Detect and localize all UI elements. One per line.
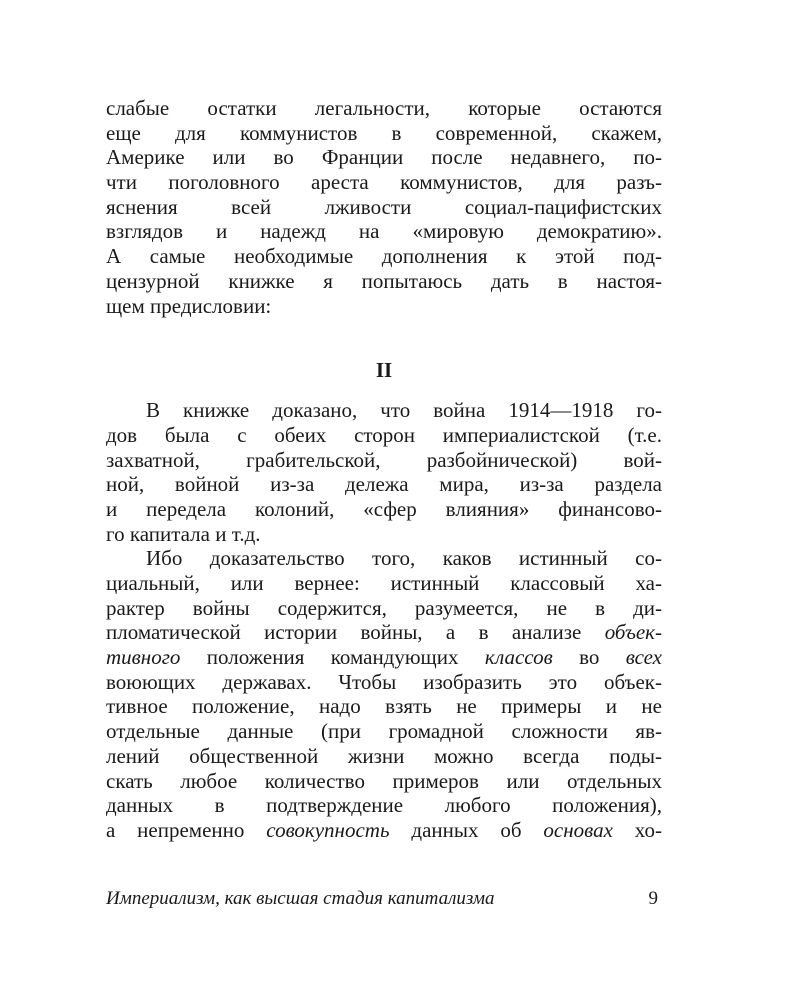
text-line: тивное положение, надо взять не примеры и не	[106, 694, 662, 719]
text-line: и передела колоний, «сфер влияния» финансово-	[106, 496, 662, 521]
text-run: положения командующих	[180, 645, 485, 670]
text-line: цензурной книжке я попытаюсь дать в настоя-	[106, 268, 662, 293]
text-line	[106, 645, 662, 670]
text-line: ной, войной из-за дележа мира, из-за раздела	[106, 472, 662, 497]
text-line: циальный, или вернее: истинный классовый ха-	[106, 571, 662, 595]
text-line: Ибо доказательство того, каков истинный со-	[146, 546, 662, 571]
text-line: слабые остатки легальности, которые остаются	[106, 96, 662, 120]
paragraph-war-character	[106, 398, 662, 546]
page-footer	[106, 886, 662, 912]
text-line: В книжке доказано, что война 1914—1918 го-	[146, 398, 662, 423]
running-title: Империализм, как высшая стадия капитализма	[106, 888, 495, 909]
text-line: дов была с обеих сторон империалистской (т.е.	[106, 422, 662, 447]
paragraph-continued	[106, 96, 662, 318]
text-run: пломатической истории войны, а в анализе	[106, 620, 605, 645]
text-line: еще для коммунистов в современной, скажем,	[106, 120, 662, 145]
text-line: го капитала и т.д.	[106, 521, 261, 546]
section-heading: II	[375, 358, 393, 383]
text-run: данных об	[389, 817, 544, 842]
emphasis: тивного	[106, 645, 181, 670]
text-line: скать любое количество примеров или отдельных	[106, 768, 662, 793]
text-line: отдельные данные (при громадной сложности яв-	[106, 719, 662, 744]
text-line: щем предисловии:	[106, 293, 272, 318]
text-line: воюющих державах. Чтобы изобразить это объек-	[106, 669, 662, 694]
text-line	[106, 818, 662, 843]
text-line	[106, 620, 662, 645]
emphasis: классов	[484, 645, 553, 670]
emphasis: основах	[543, 817, 613, 842]
emphasis: объек-	[604, 620, 662, 645]
paragraph-proof	[106, 546, 662, 842]
text-run: а непременно	[106, 817, 267, 842]
emphasis: всех	[625, 645, 662, 670]
text-line: яснения всей лживости социал-пацифистских	[106, 194, 662, 219]
text-line: взглядов и надежд на «мировую демократию».	[106, 219, 662, 244]
text-run: во	[552, 645, 626, 670]
text-line: А самые необходимые дополнения к этой под-	[106, 244, 662, 269]
emphasis: совокупность	[266, 817, 390, 842]
text-line: данных в подтверждение любого положения),	[106, 793, 662, 818]
text-line: Америке или во Франции после недавнего, по-	[106, 145, 662, 170]
text-line: захватной, грабительской, разбойнической) вой-	[106, 447, 662, 472]
text-line: лений общественной жизни можно всегда поды-	[106, 743, 662, 768]
text-line: чти поголовного ареста коммунистов, для разъ-	[106, 170, 662, 195]
page-number: 9	[648, 888, 658, 909]
text-run: хо-	[612, 817, 662, 842]
page-text	[106, 96, 662, 843]
text-line: рактер войны содержится, разумеется, не в ди-	[106, 595, 662, 620]
